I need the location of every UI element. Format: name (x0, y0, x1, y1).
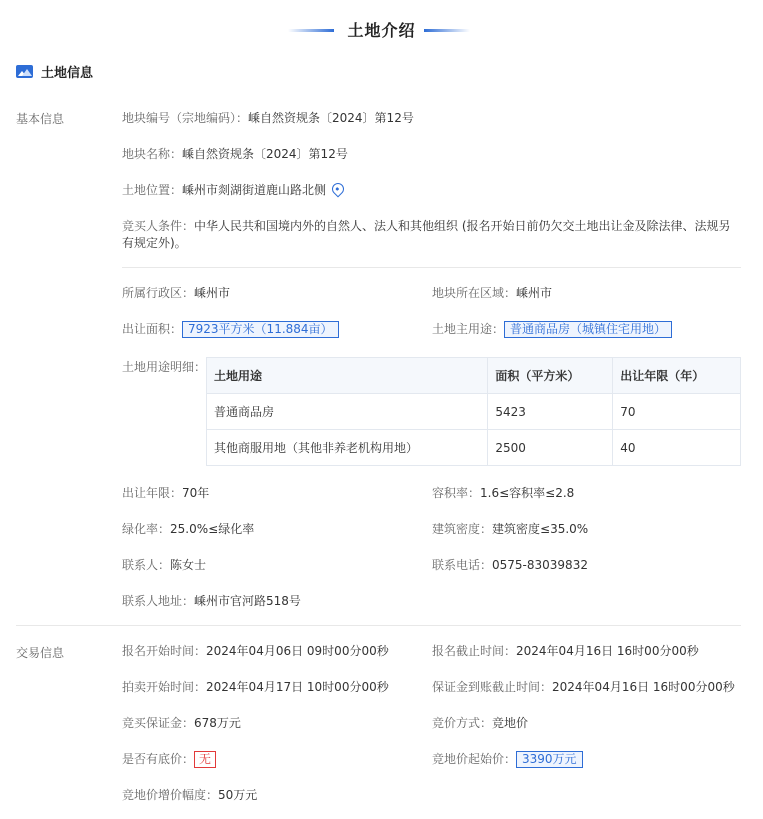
address-label: 联系人地址： (122, 594, 195, 608)
parcel-no-row (122, 110, 414, 126)
method-row (432, 715, 528, 731)
location-row (122, 182, 344, 198)
far-label: 容积率： (432, 486, 481, 500)
transfer-area-label: 出让面积： (122, 322, 183, 336)
parcel-no-value: 嵊自然资规条〔2024〕第12号 (248, 111, 414, 125)
reg-start-label: 报名开始时间： (122, 644, 207, 658)
area-region-value: 嵊州市 (516, 286, 553, 300)
address-value: 嵊州市官河路518号 (194, 594, 301, 608)
area-region-row (432, 285, 552, 301)
section-header (16, 62, 93, 81)
table-row (207, 394, 741, 430)
usage-detail-label: 土地用途明细： (122, 360, 207, 374)
term-value: 70年 (182, 486, 210, 500)
district-value: 嵊州市 (194, 286, 231, 300)
table-cell: 5423 (488, 394, 613, 430)
phone-row (432, 557, 588, 573)
table-cell: 2500 (488, 430, 613, 466)
increment-row (122, 787, 257, 803)
transfer-area-row (122, 321, 339, 338)
table-cell: 70 (613, 394, 741, 430)
reg-end-value: 2024年04月16日 16时00分00秒 (516, 644, 699, 658)
increment-value: 50万元 (218, 788, 258, 802)
table-cell: 普通商品房 (207, 394, 488, 430)
main-use-tag: 普通商品房（城镇住宅用地） (504, 321, 672, 338)
reserve-label: 是否有底价： (122, 752, 195, 766)
table-cell: 40 (613, 430, 741, 466)
district-label: 所属行政区： (122, 286, 195, 300)
usage-detail-table (206, 357, 741, 466)
table-header-cell: 出让年限（年） (613, 358, 741, 394)
deposit-value: 678万元 (194, 716, 241, 730)
image-icon (16, 65, 33, 78)
auction-start-label: 拍卖开始时间： (122, 680, 207, 694)
deposit-deadline-label: 保证金到账截止时间： (432, 680, 553, 694)
main-use-row (432, 321, 672, 338)
auction-start-row (122, 679, 389, 695)
parcel-name-label: 地块名称： (122, 147, 183, 161)
auction-start-value: 2024年04月17日 10时00分00秒 (206, 680, 389, 694)
phone-value: 0575-83039832 (492, 558, 588, 572)
start-price-label: 竞地价起始价： (432, 752, 517, 766)
reserve-row (122, 751, 216, 768)
main-use-label: 土地主用途： (432, 322, 505, 336)
green-value: 25.0%≤绿化率 (170, 522, 255, 536)
method-value: 竞地价 (492, 716, 529, 730)
location-pin-icon[interactable] (330, 181, 347, 198)
start-price-row (432, 751, 583, 768)
deposit-label: 竞买保证金： (122, 716, 195, 730)
page-title: 土地介绍 (347, 21, 416, 40)
table-header-cell: 土地用途 (207, 358, 488, 394)
density-label: 建筑密度： (432, 522, 493, 536)
method-label: 竞价方式： (432, 716, 493, 730)
location-label: 土地位置： (122, 183, 183, 197)
section-title: 土地信息 (41, 66, 94, 81)
reg-start-row (122, 643, 389, 659)
contact-row (122, 557, 206, 573)
start-price-tag: 3390万元 (516, 751, 583, 768)
table-header-cell: 面积（平方米） (488, 358, 613, 394)
area-region-label: 地块所在区域： (432, 286, 517, 300)
deposit-deadline-value: 2024年04月16日 16时00分00秒 (552, 680, 735, 694)
district-row (122, 285, 230, 301)
density-value: 建筑密度≤35.0% (492, 522, 589, 536)
location-value: 嵊州市剡湖街道鹿山路北侧 (182, 183, 327, 197)
table-cell: 其他商服用地（其他非养老机构用地） (207, 430, 488, 466)
transfer-area-tag: 7923平方米（11.884亩） (182, 321, 339, 338)
green-row (122, 521, 254, 537)
phone-label: 联系电话： (432, 558, 493, 572)
title-line-right (424, 29, 470, 32)
bidder-row (122, 218, 742, 252)
parcel-no-label: 地块编号（宗地编码）： (122, 111, 249, 125)
reg-end-label: 报名截止时间： (432, 644, 517, 658)
reserve-tag: 无 (194, 751, 216, 768)
increment-label: 竞地价增价幅度： (122, 788, 219, 802)
far-row (432, 485, 574, 501)
density-row (432, 521, 588, 537)
address-row (122, 593, 301, 609)
bidder-label: 竞买人条件： (122, 219, 195, 233)
group-label-trade: 交易信息 (16, 646, 65, 660)
table-header-row (207, 358, 741, 394)
green-label: 绿化率： (122, 522, 171, 536)
group-label-basic: 基本信息 (16, 112, 65, 126)
deposit-deadline-row (432, 679, 735, 695)
parcel-name-row (122, 146, 348, 162)
deposit-row (122, 715, 241, 731)
contact-value: 陈女士 (170, 558, 207, 572)
table-row (207, 430, 741, 466)
parcel-name-value: 嵊自然资规条〔2024〕第12号 (182, 147, 348, 161)
term-row (122, 485, 209, 501)
term-label: 出让年限： (122, 486, 183, 500)
far-value: 1.6≤容积率≤2.8 (480, 486, 575, 500)
divider (16, 625, 741, 626)
contact-label: 联系人： (122, 558, 171, 572)
reg-start-value: 2024年04月06日 09时00分00秒 (206, 644, 389, 658)
bidder-value: 中华人民共和国境内外的自然人、法人和其他组织 (报名开始日前仍欠交土地出让金及除法律、法规另有规定外)。 (122, 219, 731, 250)
divider (122, 267, 741, 268)
reg-end-row (432, 643, 699, 659)
